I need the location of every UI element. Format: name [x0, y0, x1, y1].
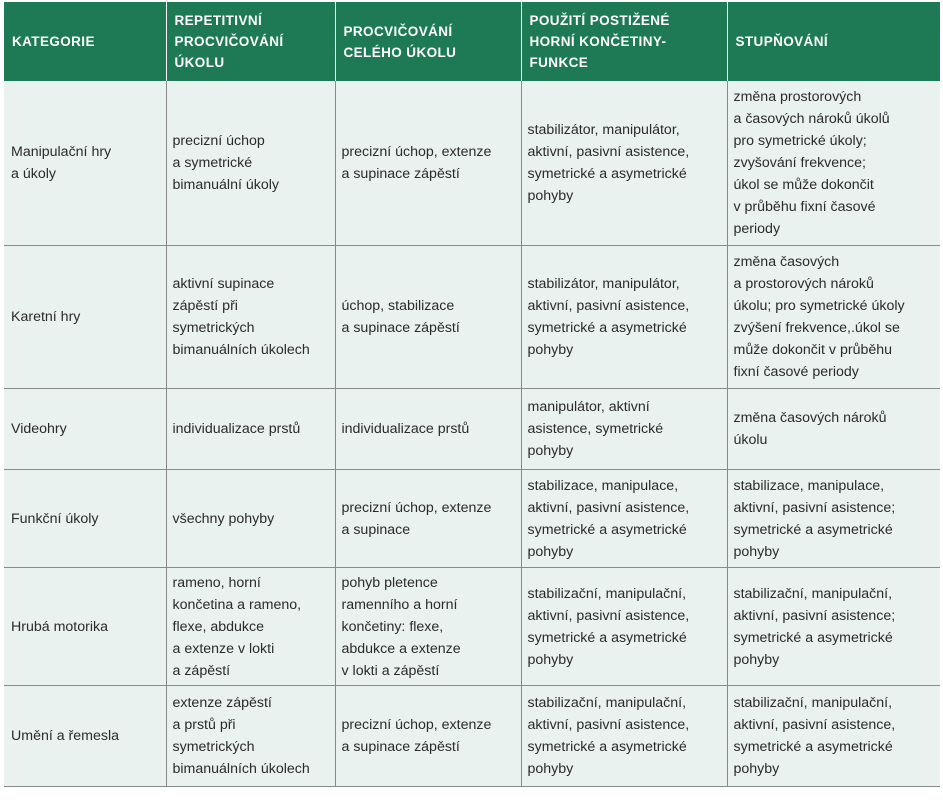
cell-progression: změna časových nároků úkolu — [727, 389, 940, 470]
cell-repetitive: aktivní supinace zápěstí při symetrických bimanuálních úkolech — [166, 246, 335, 389]
cell-whole-task: precizní úchop, extenze a supinace zápěstí — [335, 81, 521, 246]
cell-category: Manipulační hry a úkoly — [4, 81, 166, 246]
cell-category: Videohry — [4, 389, 166, 470]
table-row — [4, 81, 940, 246]
cell-progression: změna časových a prostorových nároků úkolu; pro symetrické úkoly zvýšení frekvence,.úkol se může dokončit v průběhu fixní časové periody — [727, 246, 940, 389]
table-row — [4, 246, 940, 389]
cell-repetitive: všechny pohyby — [166, 470, 335, 568]
table-wrapper — [4, 2, 940, 787]
cell-whole-task: pohyb pletence ramenního a horní končetiny: flexe, abdukce a extenze v lokti a zápěstí — [335, 568, 521, 686]
cell-affected-limb: stabilizace, manipulace, aktivní, pasivní asistence, symetrické a asymetrické pohyby — [521, 470, 727, 568]
cell-repetitive: individualizace prstů — [166, 389, 335, 470]
cell-repetitive: precizní úchop a symetrické bimanuální úkoly — [166, 81, 335, 246]
cell-affected-limb: stabilizační, manipulační, aktivní, pasivní asistence, symetrické a asymetrické pohyby — [521, 568, 727, 686]
cell-affected-limb: stabilizátor, manipulátor, aktivní, pasivní asistence, symetrické a asymetrické pohyby — [521, 246, 727, 389]
table-row — [4, 686, 940, 787]
cell-progression: stabilizační, manipulační, aktivní, pasivní asistence; symetrické a asymetrické pohyby — [727, 568, 940, 686]
header-affected-limb-use: POUŽITÍ POSTIŽENÉ HORNÍ KONČETINY- FUNKCE — [521, 2, 727, 81]
cell-affected-limb: stabilizátor, manipulátor, aktivní, pasivní asistence, symetrické a asymetrické pohyby — [521, 81, 727, 246]
cell-whole-task: precizní úchop, extenze a supinace — [335, 470, 521, 568]
header-row — [4, 2, 940, 81]
therapy-categories-table — [4, 2, 940, 787]
table-body — [4, 81, 940, 787]
cell-category: Umění a řemesla — [4, 686, 166, 787]
cell-category: Karetní hry — [4, 246, 166, 389]
cell-repetitive: extenze zápěstí a prstů při symetrických bimanuálních úkolech — [166, 686, 335, 787]
cell-progression: změna prostorových a časových nároků úkolů pro symetrické úkoly; zvyšování frekvence; úkol se může dokončit v průběhu fixní časové periody — [727, 81, 940, 246]
header-category: KATEGORIE — [4, 2, 166, 81]
cell-whole-task: úchop, stabilizace a supinace zápěstí — [335, 246, 521, 389]
cell-affected-limb: stabilizační, manipulační, aktivní, pasivní asistence, symetrické a asymetrické pohyby — [521, 686, 727, 787]
table-row — [4, 568, 940, 686]
table-header — [4, 2, 940, 81]
header-whole-task-practice: PROCVIČOVÁNÍ CELÉHO ÚKOLU — [335, 2, 521, 81]
cell-progression: stabilizační, manipulační, aktivní, pasivní asistence, symetrické a asymetrické pohyby — [727, 686, 940, 787]
cell-affected-limb: manipulátor, aktivní asistence, symetrické pohyby — [521, 389, 727, 470]
cell-category: Hrubá motorika — [4, 568, 166, 686]
cell-whole-task: precizní úchop, extenze a supinace zápěstí — [335, 686, 521, 787]
table-row — [4, 470, 940, 568]
table-row — [4, 389, 940, 470]
header-repetitive-practice: REPETITIVNÍ PROCVIČOVÁNÍ ÚKOLU — [166, 2, 335, 81]
cell-repetitive: rameno, horní končetina a rameno, flexe, abdukce a extenze v lokti a zápěstí — [166, 568, 335, 686]
cell-progression: stabilizace, manipulace, aktivní, pasivní asistence; symetrické a asymetrické pohyby — [727, 470, 940, 568]
header-progression: STUPŇOVÁNÍ — [727, 2, 940, 81]
cell-category: Funkční úkoly — [4, 470, 166, 568]
cell-whole-task: individualizace prstů — [335, 389, 521, 470]
